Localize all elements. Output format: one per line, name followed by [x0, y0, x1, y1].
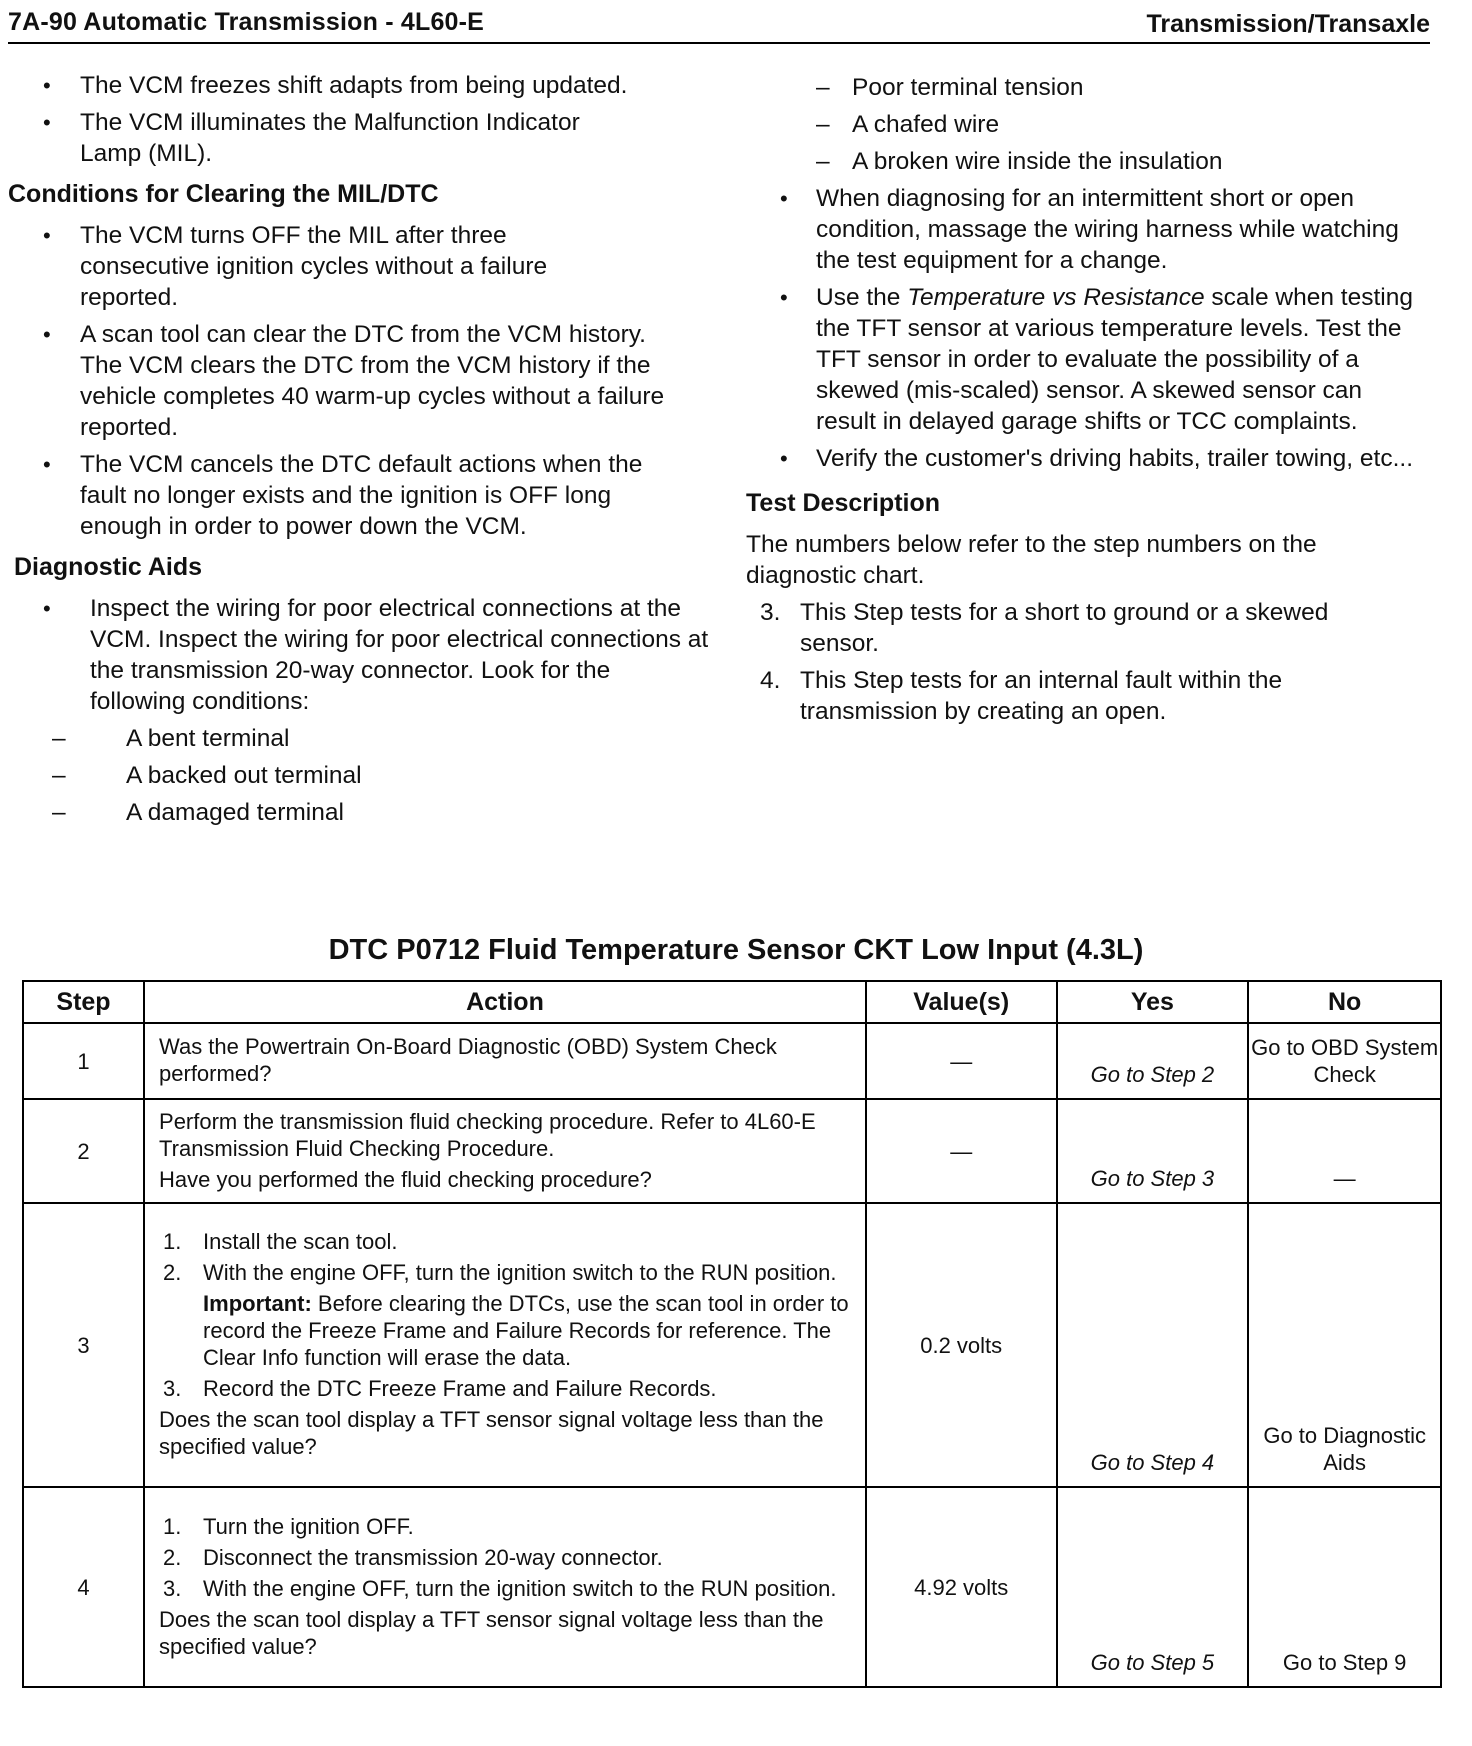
text-run: scale when testing the TFT sensor at various temperature levels. Test the TFT sensor in order to evaluate the possibility of a skewed (mis-scaled) sensor. A skewed sensor can result in delayed garage shifts or TCC complaints. [816, 284, 1413, 435]
important-label: Important: [203, 1291, 312, 1316]
action-item [159, 1513, 851, 1540]
list-item: – A broken wire inside the insulation [746, 146, 1436, 177]
list-item: • When diagnosing for an intermittent short or open condition, massage the wiring harness while watching the test equipment for a change. [746, 183, 1426, 276]
yes-cell: Go to Step 3 [1057, 1099, 1249, 1203]
item-number: 3. [163, 1575, 182, 1601]
page-header [8, 4, 1430, 44]
step-cell: 3 [23, 1203, 144, 1487]
table-row [23, 1487, 1441, 1687]
item-text: Turn the ignition OFF. [203, 1513, 414, 1539]
item-text: Install the scan tool. [203, 1229, 398, 1254]
no-cell: — [1248, 1099, 1441, 1203]
list-item: • The VCM illuminates the Malfunction Indicator Lamp (MIL). [8, 107, 640, 169]
list-item: – A damaged terminal [8, 797, 708, 828]
step-text: This Step tests for an internal fault within the transmission by creating an open. [800, 667, 1283, 725]
section-heading: Test Description [746, 489, 941, 517]
yes-cell: Go to Step 4 [1057, 1203, 1249, 1487]
yes-cell: Go to Step 2 [1057, 1023, 1249, 1099]
paragraph: The numbers below refer to the step numbers on the diagnostic chart. [746, 531, 1317, 589]
action-item [159, 1544, 851, 1571]
action-cell [144, 1487, 866, 1687]
column-header: No [1248, 981, 1441, 1023]
section-title: 7A-90 Automatic Transmission - 4L60-E [8, 8, 485, 36]
action-item [159, 1259, 851, 1286]
important-text: Before clearing the DTCs, use the scan tool in order to record the Freeze Frame and Failure Records for reference. The Clear Info function will erase the data. [203, 1291, 849, 1370]
item-text: With the engine OFF, turn the ignition switch to the RUN position. [203, 1575, 837, 1601]
item-number: 1. [163, 1513, 182, 1539]
column-header: Value(s) [866, 981, 1057, 1023]
value-cell: 0.2 volts [866, 1203, 1057, 1487]
list-item: • The VCM freezes shift adapts from being updated. [8, 70, 708, 101]
action-question: Does the scan tool display a TFT sensor signal voltage less than the specified value? [159, 1407, 824, 1459]
list-item: • Inspect the wiring for poor electrical connections at the VCM. Inspect the wiring for poor electrical connections at the transmission 20-way connector. Look for the following conditions: [8, 593, 710, 717]
diagnostic-table [22, 980, 1442, 1688]
table-header-row [23, 981, 1441, 1023]
value-cell: — [866, 1099, 1057, 1203]
item-text: Disconnect the transmission 20-way connector. [203, 1544, 663, 1570]
item-number: 2. [163, 1544, 182, 1570]
column-header: Yes [1057, 981, 1249, 1023]
column-header: Step [23, 981, 144, 1023]
list-item: – A chafed wire [746, 109, 1436, 140]
step-text: This Step tests for a short to ground or a skewed sensor. [800, 599, 1329, 657]
table-row [23, 1023, 1441, 1099]
step-number: 3. [760, 599, 781, 626]
left-column [8, 70, 708, 834]
step-number: 4. [760, 667, 781, 694]
emphasis-text: Temperature vs Resistance [907, 284, 1205, 311]
text-run: Use the [816, 284, 908, 311]
list-item: – A bent terminal [8, 723, 708, 754]
list-item [746, 597, 1400, 659]
list-item [746, 665, 1400, 727]
table-row [23, 1203, 1441, 1487]
item-number: 3. [163, 1376, 182, 1401]
action-cell [144, 1099, 866, 1203]
list-item: • The VCM turns OFF the MIL after three consecutive ignition cycles without a failure reported. [8, 220, 600, 313]
no-cell: Go to OBD System Check [1248, 1023, 1441, 1099]
yes-cell: Go to Step 5 [1057, 1487, 1249, 1687]
action-item [159, 1375, 851, 1402]
item-number: 1. [163, 1229, 182, 1254]
section-heading: Conditions for Clearing the MIL/DTC [8, 180, 439, 208]
action-item [159, 1575, 851, 1602]
item-text: Record the DTC Freeze Frame and Failure Records. [203, 1376, 717, 1401]
list-item: • Verify the customer's driving habits, trailer towing, etc... [746, 443, 1426, 474]
table-row [23, 1099, 1441, 1203]
no-cell: Go to Step 9 [1248, 1487, 1441, 1687]
action-question: Does the scan tool display a TFT sensor signal voltage less than the specified value? [159, 1606, 824, 1659]
right-column [746, 72, 1436, 733]
action-cell [144, 1023, 866, 1099]
important-note [159, 1290, 851, 1371]
action-text: Was the Powertrain On-Board Diagnostic (OBD) System Check performed? [159, 1034, 777, 1086]
step-cell: 4 [23, 1487, 144, 1687]
step-cell: 2 [23, 1099, 144, 1203]
value-cell: — [866, 1023, 1057, 1099]
list-item [746, 282, 1426, 437]
item-number: 2. [163, 1260, 182, 1285]
section-heading: Diagnostic Aids [14, 553, 202, 581]
action-text: Perform the transmission fluid checking procedure. Refer to 4L60-E Transmission Fluid Checking Procedure. [159, 1108, 816, 1161]
action-question: Have you performed the fluid checking procedure? [159, 1166, 652, 1192]
column-header: Action [144, 981, 866, 1023]
value-cell: 4.92 volts [866, 1487, 1057, 1687]
action-cell [144, 1203, 866, 1487]
action-item [159, 1228, 851, 1255]
table-title: DTC P0712 Fluid Temperature Sensor CKT Low Input (4.3L) [328, 934, 1144, 966]
list-item: – A backed out terminal [8, 760, 708, 791]
no-cell: Go to Diagnostic Aids [1248, 1203, 1441, 1487]
list-item: – Poor terminal tension [746, 72, 1436, 103]
chapter-title: Transmission/Transaxle [1146, 10, 1430, 38]
list-item: • A scan tool can clear the DTC from the VCM history. The VCM clears the DTC from the VCM history if the vehicle completes 40 warm-up cycles without a failure reported. [8, 319, 680, 443]
item-text: With the engine OFF, turn the ignition switch to the RUN position. [203, 1260, 837, 1285]
list-item: • The VCM cancels the DTC default actions when the fault no longer exists and the ignition is OFF long enough in order to power down the VCM. [8, 449, 680, 542]
step-cell: 1 [23, 1023, 144, 1099]
